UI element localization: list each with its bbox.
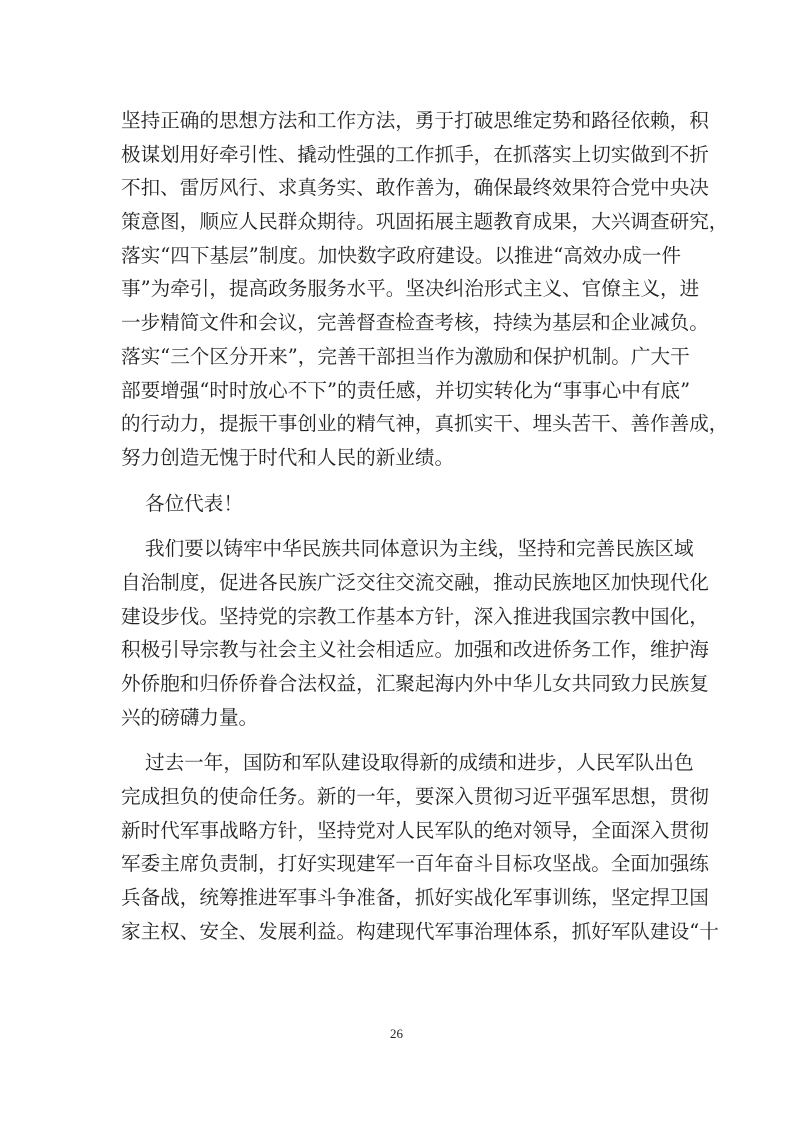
text-line: 部要增强“时时放心不下”的责任感，并切实转化为“事事心中有底” xyxy=(121,378,691,402)
text-line: 外侨胞和归侨侨眷合法权益，汇聚起海内外中华儿女共同致力民族复 xyxy=(121,672,709,695)
text-line: 坚持正确的思想方法和工作方法，勇于打破思维定势和路径依赖，积 xyxy=(121,109,709,132)
paragraph-2 xyxy=(121,487,681,521)
text-line: 家主权、安全、发展利益。构建现代军事治理体系，抓好军队建设“十 xyxy=(121,919,719,943)
text-line: 落实“三个区分开来”，完善干部担当作为激励和保护机制。广大干 xyxy=(121,344,690,368)
text-line: 一步精简文件和会议，完善督查检查考核，持续为基层和企业减负。 xyxy=(121,311,709,335)
text-line: 过去一年，国防和军队建设取得新的成绩和进步，人民军队出色 xyxy=(145,751,694,775)
text-line: 策意图，顺应人民群众期待。巩固拓展主题教育成果，大兴调查研究， xyxy=(121,210,729,234)
paragraph-3 xyxy=(121,532,709,734)
paragraph-spacing xyxy=(121,475,681,487)
text-line: 事”为牵引，提高政务服务水平。坚决纠治形式主义、官僚主义，进 xyxy=(121,277,700,301)
text-line: 完成担负的使命任务。新的一年，要深入贯彻习近平强军思想，贯彻 xyxy=(121,785,709,809)
text-line: 积极引导宗教与社会主义社会相适应。加强和改进侨务工作，维护海 xyxy=(121,638,709,662)
paragraph-1 xyxy=(121,104,729,475)
text-line: 不扣、雷厉风行、求真务实、敢作善为，确保最终效果符合党中央决 xyxy=(121,176,709,200)
text-line: 军委主席负责制，打好实现建军一百年奋斗目标攻坚战。全面加强练 xyxy=(121,852,709,876)
text-line: 极谋划用好牵引性、撬动性强的工作抓手，在抓落实上切实做到不折 xyxy=(121,142,709,166)
text-line: 建设步伐。坚持党的宗教工作基本方针，深入推进我国宗教中国化， xyxy=(121,604,709,628)
body-text xyxy=(121,104,729,949)
text-line: 兵备战，统筹推进军事斗争准备，抓好实战化军事训练，坚定捍卫国 xyxy=(121,886,709,910)
text-line: 各位代表！ xyxy=(145,491,243,515)
text-line: 兴的磅礴力量。 xyxy=(121,705,259,729)
text-line: 自治制度，促进各民族广泛交往交流交融，推动民族地区加快现代化 xyxy=(121,570,709,594)
text-line: 的行动力，提振干事创业的精气神，真抓实干、埋头苦干、善作善成， xyxy=(121,412,729,436)
page-number: 26 xyxy=(390,1026,403,1041)
text-line: 新时代军事战略方针，坚持党对人民军队的绝对领导，全面深入贯彻 xyxy=(121,818,709,842)
paragraph-4 xyxy=(121,746,719,948)
paragraph-spacing xyxy=(121,520,681,532)
text-line: 落实“四下基层”制度。加快数字政府建设。以推进“高效办成一件 xyxy=(121,243,681,267)
paragraph-spacing xyxy=(121,734,681,746)
text-line: 我们要以铸牢中华民族共同体意识为主线，坚持和完善民族区域 xyxy=(145,537,694,561)
text-line: 努力创造无愧于时代和人民的新业绩。 xyxy=(121,445,455,469)
